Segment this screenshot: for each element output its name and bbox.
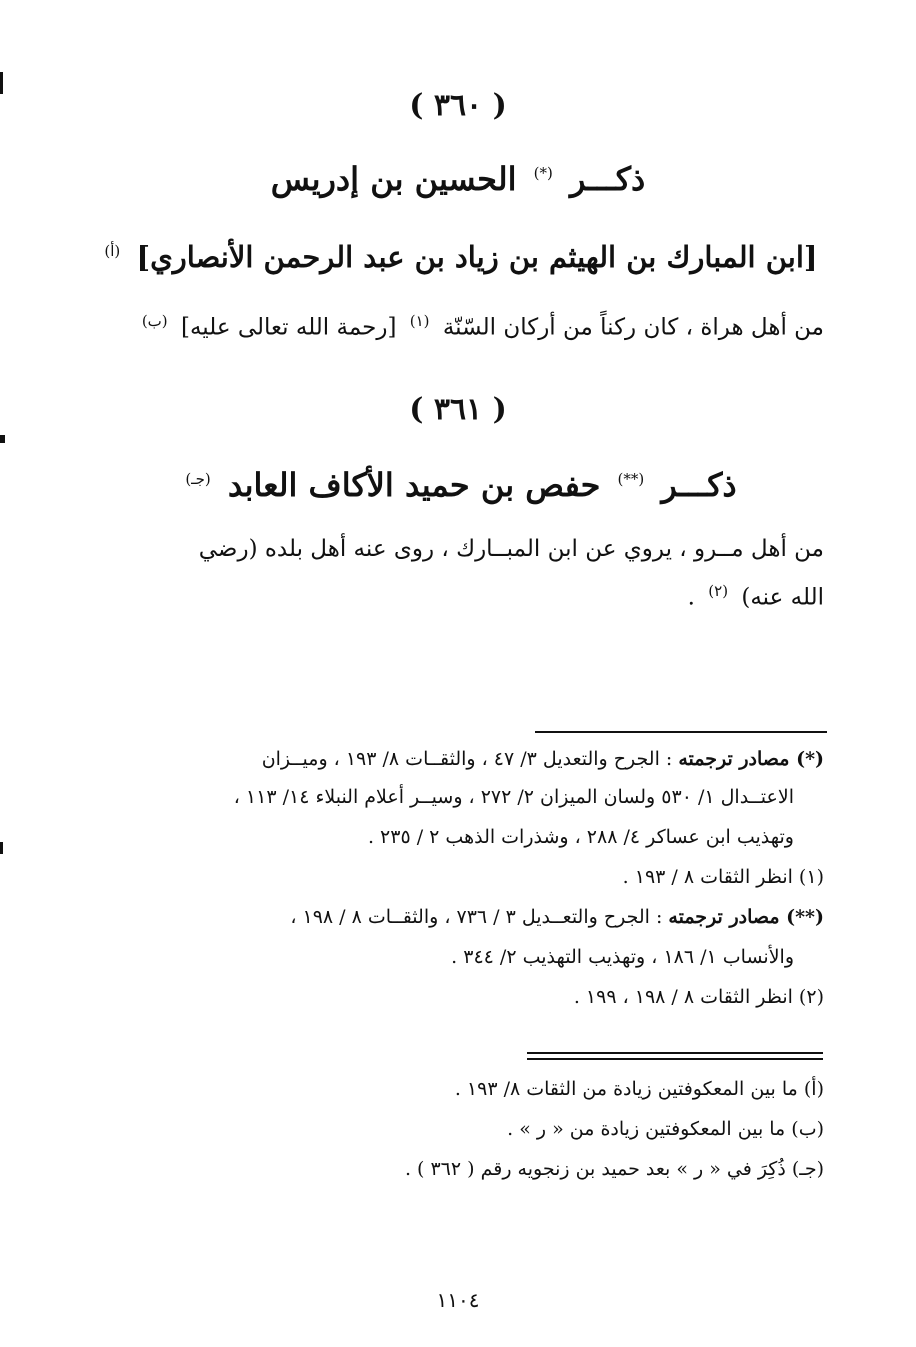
entry-subtitle-360: [0, 240, 916, 274]
entry-text-360: [104, 312, 824, 341]
apparatus-note-b: (ب) ما بين المعكوفتين زيادة من « ر » .: [507, 1118, 824, 1140]
footnote-label: (**) مصادر ترجمته: [668, 906, 824, 928]
footnote-mark: (١): [409, 312, 430, 330]
footnote-rule: [535, 731, 827, 733]
footnote-1-line-1: [124, 748, 824, 770]
footnote-4: (٢) انظر الثقات ٨ / ١٩٨ ، ١٩٩ .: [573, 986, 824, 1008]
person-name: الحسين بن إدريس: [270, 160, 517, 198]
text: .: [687, 584, 695, 611]
footnote-2: (١) انظر الثقات ٨ / ١٩٣ .: [622, 866, 824, 888]
footnote-mark: (٢): [708, 582, 729, 600]
text: من أهل هراة ، كان ركناً من أركان السّنّة: [442, 314, 824, 341]
footnote-text: : الجرح والتعــديل ٣ / ٧٣٦ ، والثقــات ٨ / ١٩٨ ،: [290, 906, 663, 928]
entry-title-361: [0, 466, 916, 504]
apparatus-note-a: (أ) ما بين المعكوفتين زيادة من الثقات ٨/ ١٩٣ .: [454, 1078, 824, 1100]
footnote-3-line-2: والأنساب ١/ ١٨٦ ، وتهذيب التهذيب ٢/ ٣٤٤ .: [451, 946, 794, 968]
title-word: ذكـــر: [661, 466, 737, 504]
source-mark: (**): [617, 470, 645, 489]
lineage: [ابن المبارك بن الهيثم بن زياد بن عبد الرحمن الأنصاري]: [136, 240, 818, 274]
apparatus-rule-bottom: [527, 1058, 823, 1060]
scan-mark: [0, 435, 5, 443]
entry-text-361-line-2: [104, 582, 824, 611]
entry-number-361: ( ٣٦١ ): [409, 392, 507, 427]
footnote-text: : الجرح والتعديل ٣/ ٤٧ ، والثقــات ٨/ ١٩٣ ، وميــزان: [261, 748, 673, 770]
text: الله عنه): [741, 584, 824, 611]
apparatus-mark: (جـ): [185, 470, 211, 489]
page-number: ١١٠٤: [436, 1288, 480, 1312]
apparatus-mark: (ب): [141, 312, 168, 330]
apparatus-mark: (أ): [104, 242, 121, 261]
footnote-1-line-2: الاعتــدال ١/ ٥٣٠ ولسان الميزان ٢/ ٢٧٢ ، وسيــر أعلام النبلاء ١٤/ ١١٣ ،: [233, 786, 794, 808]
footnote-1-line-3: وتهذيب ابن عساكر ٤/ ٢٨٨ ، وشذرات الذهب ٢ / ٢٣٥ .: [367, 826, 794, 848]
apparatus-note-c: (جـ) ذُكِرَ في « ر » بعد حميد بن زنجويه رقم ( ٣٦٢ ) .: [404, 1158, 824, 1180]
entry-title-360: [0, 160, 916, 198]
title-word: ذكـــر: [569, 160, 646, 198]
apparatus-rule-top: [527, 1052, 823, 1054]
text-bracket: [رحمة الله تعالى عليه]: [180, 314, 397, 341]
footnote-3-line-1: [124, 906, 824, 928]
source-mark: (*): [533, 164, 553, 183]
scan-mark: [0, 842, 3, 854]
footnote-label: (*) مصادر ترجمته: [678, 748, 824, 770]
entry-number-360: ( ٣٦٠ ): [409, 88, 507, 123]
entry-text-361-line-1: من أهل مــرو ، يروي عن ابن المبــارك ، روى عنه أهل بلده (رضي: [198, 536, 824, 562]
person-name: حفص بن حميد الأكاف العابد: [227, 466, 601, 504]
